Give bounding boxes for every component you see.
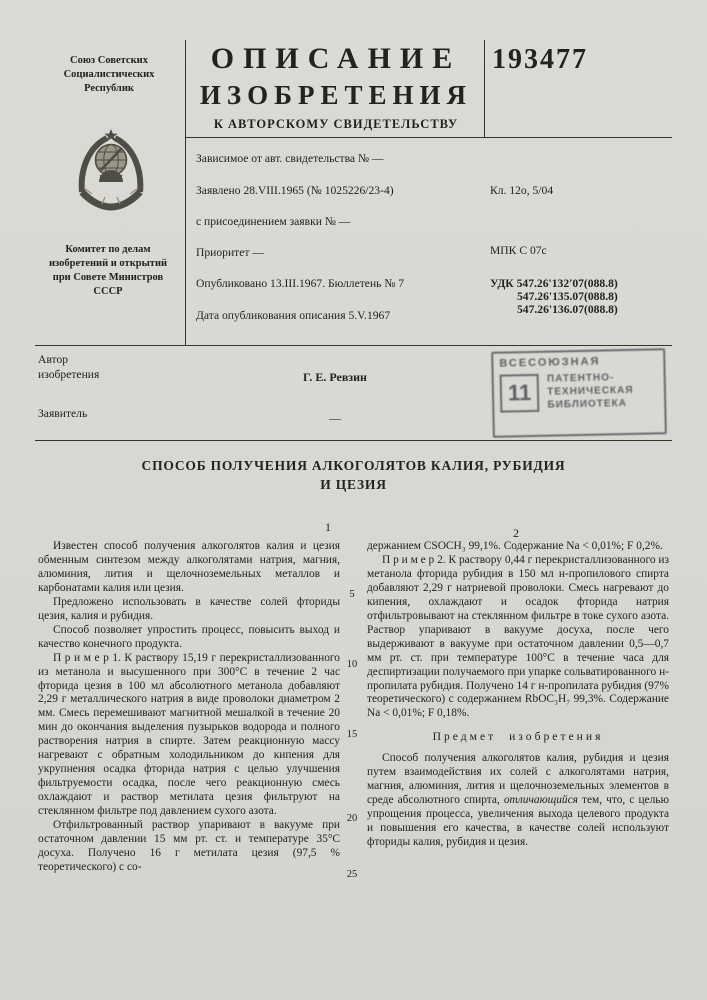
paragraph-example-2: П р и м е р 2. К раствору 0,44 г перекристаллизованного из метанола фторида рубидия в 150 мл н-пропилового спирта добавляют 2,29 г натриевой проволоки. Смесь нагревают до кипения, охлаждают и осадок фторида натрия отфильтровывают на стеклянном фильтре в токе сухого азота. Раствор упаривают в вакууме досуха, после чего выдерживают в вакууме при остаточном давлении 0,5—0,7 мм рт. ст. при температуре 100°С в течение часа для деспиртизации получаемого при упарке сольватированного н-пропилата рубидия. Получено 14 г н-пропилата рубидия (97% теоретического) с содержанием RbOC₃H₇ 99,3%. Содержание Na < 0,01%; F 0,18%. (367, 553, 669, 720)
library-stamp (491, 348, 667, 438)
claims-heading: Предмет изобретения (432, 730, 604, 744)
field-published: Опубликовано 13.III.1967. Бюллетень № 7 (196, 277, 405, 290)
field-attached-application: с присоединением заявки № — (196, 215, 351, 228)
field-dependent-certificate: Зависимое от авт. свидетельства № — (196, 152, 384, 165)
committee-line: Комитет по делам (65, 244, 151, 255)
field-application-date: Заявлено 28.VIII.1965 (№ 1025226/23-4) (196, 184, 394, 197)
paragraph-known-method: Известен способ получения алкоголятов калия и цезия обменным синтезом между алкоголятами натрия, магния, алюминия, лития и щелочноземельных металлов и карбонатами калия или цезия. (38, 540, 340, 594)
committee-block (32, 243, 184, 299)
author-label (38, 352, 99, 382)
field-priority: Приоритет — (196, 246, 264, 259)
paragraph-example-1: П р и м е р 1. К раствору 15,19 г перекристаллизованного из метанола и высушенного при 300°С в течение 2 час фторида цезия в 100 мл абсолютного метанола добавляют 2,29 г металлического натрия в виде проволоки диаметром 2 мм. Смесь перемешивают магнитной мешалкой в течение 20 мин до окончания выделения пузырьков водорода и полного растворения натрия в спирте. Затем реакционную массу нагревают с обратным холодильником до кипения для укрупнения осадка фторида натрия с целью улучшения фильтруемости осадка, после чего реакционную смесь охлаждают и раствор метилата цезия фильтруют на стеклянном фильтре под давлением сухого азота. (38, 651, 340, 818)
applicant-label: Заявитель (38, 407, 88, 420)
divider-vertical-left (185, 40, 186, 345)
ussr-emblem-icon (72, 128, 150, 214)
divider-below-author (35, 440, 672, 441)
doc-type-subtitle: ИЗОБРЕТЕНИЯ (199, 80, 473, 110)
divider-vertical-right (484, 40, 485, 137)
author-name: Г. Е. Ревзин (303, 370, 367, 384)
classification-udk-3: 547.26'136.07(088.8) (517, 303, 618, 316)
claims-pre: Способ получения алкоголятов калия, рубидия и цезия путем взаимодействия их солей с алкоголятами натрия, магния, алюминия, лития и щелочноземельных элементов в среде абсолютного спирта, (367, 752, 669, 807)
union-line: Социалистических (63, 69, 155, 80)
invention-title-line-2: И ЦЕЗИЯ (320, 477, 387, 492)
union-line: Союз Советских (70, 55, 148, 66)
claims-paragraph (367, 752, 669, 850)
claims-post: тем, что, с целью упрощения процесса, увеличения выхода целевого продукта и повышения его качества, в качестве солей используют фториды калия, рубидия и цезия. (367, 794, 669, 849)
committee-line: СССР (93, 286, 123, 297)
classification-mpk: МПК С 07с (490, 244, 547, 257)
stamp-line: ВСЕСОЮЗНАЯ (499, 355, 601, 370)
classification-udk-2: 547.26'135.07(088.8) (517, 290, 618, 303)
line-marker-20: 20 (346, 813, 358, 824)
classification-kl: Кл. 12о, 5/04 (490, 184, 554, 197)
author-label-line: изобретения (38, 368, 100, 381)
paragraph-example-1-result: держанием CSOCH₃ 99,1%. Содержание Na < 0,01%; F 0,2%. (367, 540, 663, 552)
paragraph-example-1-continued: Отфильтрованный раствор упаривают в вакууме при остаточном давлении 15 мм рт. ст. и температуре 35°С досуха. Получено 16 г метилата цезия (97,5 % теоретического) с со- (38, 819, 340, 873)
patent-number: 193477 (492, 44, 588, 75)
issuing-union-block (36, 54, 182, 96)
line-marker-25: 25 (346, 869, 358, 880)
stamp-line: ТЕХНИЧЕСКАЯ (547, 384, 634, 398)
body-column-1 (38, 540, 340, 875)
paragraph-proposal: Предложено использовать в качестве солей фториды цезия, калия и рубидия. (38, 595, 340, 622)
invention-title-line-1: СПОСОБ ПОЛУЧЕНИЯ АЛКОГОЛЯТОВ КАЛИЯ, РУБИДИЯ (141, 458, 566, 473)
line-marker-5: 5 (349, 589, 355, 600)
stamp-line: БИБЛИОТЕКА (547, 398, 628, 411)
paragraph-benefit: Способ позволяет упростить процесс, повысить выход и качество конечного продукта. (38, 623, 340, 650)
applicant-value: — (329, 411, 341, 425)
certificate-caption: К АВТОРСКОМУ СВИДЕТЕЛЬСТВУ (213, 117, 459, 131)
divider-above-author (35, 345, 672, 346)
line-marker-10: 10 (346, 659, 358, 670)
author-label-line: Автор (38, 353, 69, 366)
committee-line: при Совете Министров (52, 272, 164, 283)
stamp-text (547, 371, 634, 412)
stamp-line: ПАТЕНТНО- (546, 372, 615, 385)
committee-line: изобретений и открытий (48, 258, 168, 269)
column-number-1: 1 (325, 520, 331, 534)
stamp-number: 11 (500, 373, 540, 412)
body-column-2 (367, 540, 669, 850)
field-publication-date: Дата опубликования описания 5.V.1967 (196, 309, 391, 322)
claims-italic-term: отличающийся (503, 794, 578, 807)
union-line: Республик (84, 83, 134, 94)
column-number-2: 2 (513, 526, 519, 540)
doc-type-title: ОПИСАНИЕ (210, 42, 462, 75)
line-marker-15: 15 (346, 729, 358, 740)
divider-under-doc-title (185, 137, 672, 138)
classification-udk-1: УДК 547.26'132'07(088.8) (490, 277, 618, 290)
